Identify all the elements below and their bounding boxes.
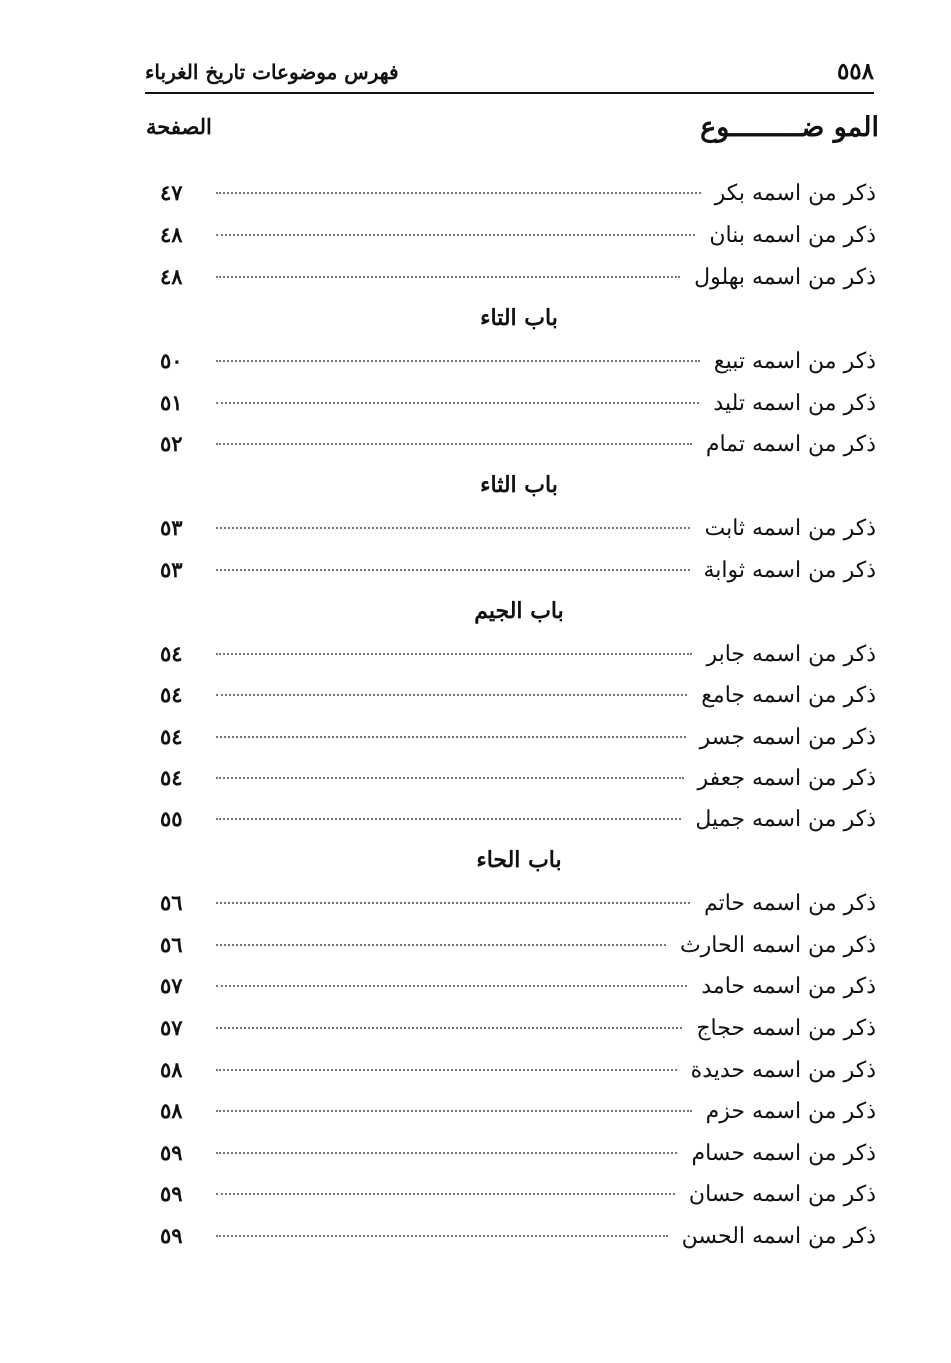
dot-leader [216, 276, 680, 278]
entry-page-number: ٥٤ [160, 765, 183, 790]
entry-title: ذكر من اسمه حاتم [703, 891, 876, 916]
entry-title: ذكر من اسمه الحسن [681, 1224, 876, 1249]
dot-leader [216, 402, 699, 404]
entry-page-number: ٤٨ [160, 264, 183, 289]
dot-leader [216, 818, 681, 820]
toc-entry [160, 890, 876, 926]
entry-page-number: ٥٠ [160, 348, 183, 373]
entry-page-number: ٥٩ [160, 1223, 183, 1248]
entry-title: ذكر من اسمه حديدة [690, 1058, 876, 1083]
column-heading-subject: المو ضـــــــــوع [700, 112, 879, 143]
entry-page-number: ٥٨ [160, 1057, 183, 1082]
dot-leader [216, 443, 692, 445]
entry-page-number: ٤٨ [160, 222, 183, 247]
toc-entry [160, 348, 876, 384]
toc-entry [160, 515, 876, 551]
entry-page-number: ٥٩ [160, 1181, 183, 1206]
dot-leader [216, 1069, 677, 1071]
dot-leader [216, 1027, 682, 1029]
toc-entry [160, 390, 876, 426]
dot-leader [216, 653, 692, 655]
section-heading: باب الحاء [476, 847, 562, 873]
dot-leader [216, 694, 687, 696]
dot-leader [216, 944, 666, 946]
entry-title: ذكر من اسمه حسان [688, 1182, 876, 1207]
column-heading-page: الصفحة [146, 114, 212, 139]
entry-title: ذكر من اسمه حجاج [696, 1016, 876, 1041]
running-header [145, 52, 874, 94]
toc-entry [160, 1181, 876, 1217]
toc-entry [160, 806, 876, 842]
dot-leader [216, 234, 695, 236]
entry-page-number: ٥٣ [160, 557, 183, 582]
dot-leader [216, 1152, 677, 1154]
dot-leader [216, 902, 690, 904]
dot-leader [216, 569, 690, 571]
toc-entry [160, 264, 876, 300]
entry-title: ذكر من اسمه بكر [714, 181, 876, 206]
running-title: فهرس موضوعات تاريخ الغرباء [145, 60, 399, 84]
dot-leader [216, 1193, 675, 1195]
entry-page-number: ٥٤ [160, 682, 183, 707]
dot-leader [216, 777, 684, 779]
entry-page-number: ٥٤ [160, 641, 183, 666]
toc-entry [160, 1140, 876, 1176]
toc-entry [160, 1057, 876, 1093]
entry-title: ذكر من اسمه حامد [701, 974, 876, 999]
entry-title: ذكر من اسمه ثوابة [703, 558, 876, 583]
entry-title: ذكر من اسمه الحارث [679, 933, 876, 958]
section-heading: باب التاء [480, 305, 558, 331]
entry-title: ذكر من اسمه بنان [709, 223, 876, 248]
entry-page-number: ٥٦ [160, 932, 183, 957]
entry-title: ذكر من اسمه بهلول [694, 265, 876, 290]
page-number: ٥٥٨ [836, 58, 874, 85]
toc-entry [160, 641, 876, 677]
toc-entry [160, 1098, 876, 1134]
dot-leader [216, 192, 701, 194]
entry-title: ذكر من اسمه جسر [699, 725, 876, 750]
dot-leader [216, 360, 700, 362]
entry-page-number: ٥٧ [160, 973, 183, 998]
dot-leader [216, 527, 690, 529]
entry-page-number: ٥٨ [160, 1098, 183, 1123]
entry-page-number: ٥٤ [160, 724, 183, 749]
toc-entry [160, 431, 876, 467]
toc-entry [160, 557, 876, 593]
entry-title: ذكر من اسمه حسام [691, 1141, 876, 1166]
toc-entry [160, 973, 876, 1009]
section-heading: باب الثاء [480, 472, 558, 498]
entry-page-number: ٥٧ [160, 1015, 183, 1040]
dot-leader [216, 1235, 668, 1237]
entry-page-number: ٥٥ [160, 806, 183, 831]
dot-leader [216, 736, 686, 738]
entry-page-number: ٥٩ [160, 1140, 183, 1165]
toc-entry [160, 765, 876, 801]
entry-title: ذكر من اسمه تليد [713, 391, 876, 416]
entry-title: ذكر من اسمه تبيع [713, 349, 876, 374]
toc-entry [160, 1223, 876, 1259]
dot-leader [216, 1110, 692, 1112]
entry-title: ذكر من اسمه تمام [705, 432, 876, 457]
entry-title: ذكر من اسمه جميل [695, 807, 876, 832]
toc-entry [160, 682, 876, 718]
entry-page-number: ٥١ [160, 390, 183, 415]
entry-page-number: ٥٣ [160, 515, 183, 540]
toc-entry [160, 1015, 876, 1051]
dot-leader [216, 985, 687, 987]
toc-entry [160, 180, 876, 216]
entry-title: ذكر من اسمه جامع [701, 683, 876, 708]
entry-title: ذكر من اسمه ثابت [704, 516, 876, 541]
entry-page-number: ٥٢ [160, 431, 183, 456]
section-heading: باب الجيم [474, 598, 564, 624]
toc-entry [160, 724, 876, 760]
entry-title: ذكر من اسمه جابر [706, 642, 876, 667]
entry-title: ذكر من اسمه جعفر [697, 766, 876, 791]
toc-entry [160, 932, 876, 968]
entry-page-number: ٥٦ [160, 890, 183, 915]
entry-page-number: ٤٧ [160, 180, 183, 205]
toc-entry [160, 222, 876, 258]
entry-title: ذكر من اسمه حزم [705, 1099, 876, 1124]
